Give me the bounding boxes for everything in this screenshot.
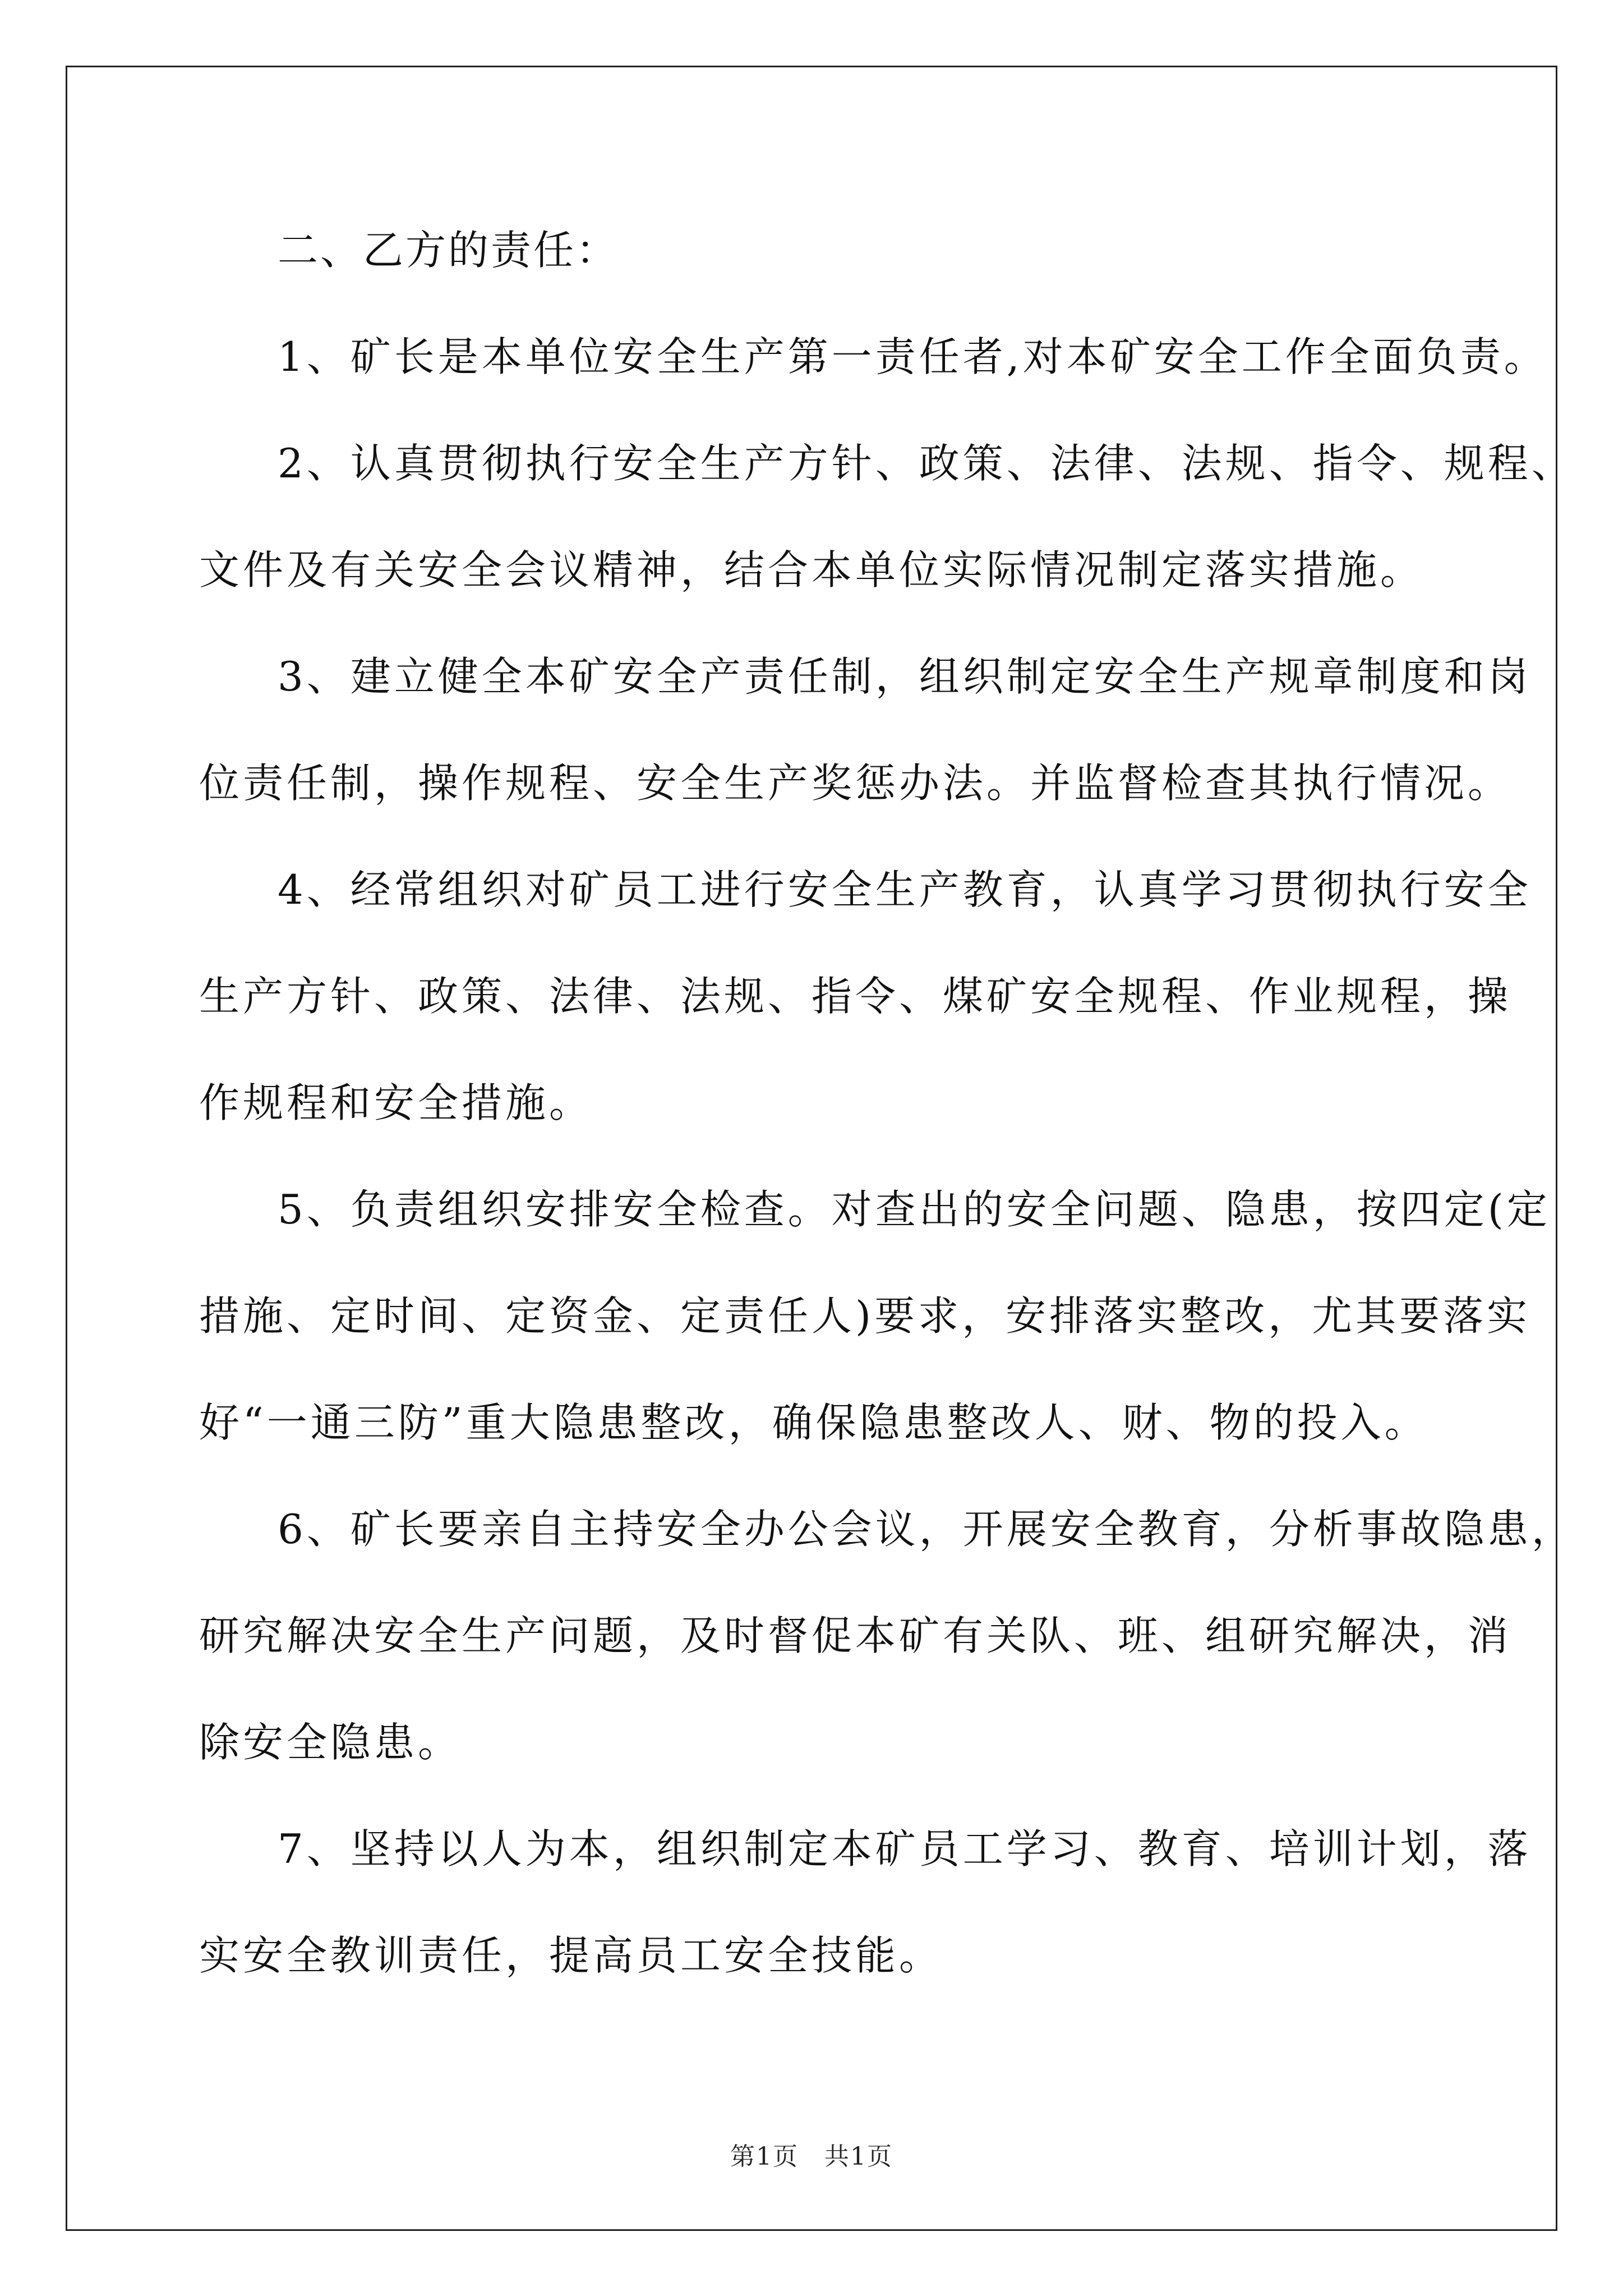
- paragraph-6-line-3: 除安全隐患。: [199, 1719, 462, 1766]
- paragraph-4-line-3: 作规程和安全措施。: [199, 1079, 593, 1126]
- paragraph-3-line-1: 3、建立健全本矿安全产责任制，组织制定安全生产规章制度和岗: [278, 653, 1532, 700]
- paragraph-2-line-1: 2、认真贯彻执行安全生产方针、政策、法律、法规、指令、规程、: [278, 440, 1575, 487]
- paragraph-5-line-2: 措施、定时间、定资金、定责任人)要求，安排落实整改，尤其要落实: [199, 1292, 1531, 1340]
- page-border: [66, 66, 1557, 2231]
- paragraph-3-line-2: 位责任制，操作规程、安全生产奖惩办法。并监督检查其执行情况。: [199, 760, 1512, 807]
- page-number-footer: 第1页 共1页: [730, 2142, 893, 2171]
- paragraph-4-line-1: 4、经常组织对矿员工进行安全生产教育，认真学习贯彻执行安全: [278, 866, 1532, 913]
- paragraph-5-line-3: 好“一通三防”重大隐患整改，确保隐患整改人、财、物的投入。: [199, 1399, 1428, 1446]
- paragraph-2-line-2: 文件及有关安全会议精神，结合本单位实际情况制定落实措施。: [199, 546, 1424, 593]
- paragraph-7-line-2: 实安全教训责任，提高员工安全技能。: [199, 1932, 943, 1979]
- paragraph-6-line-2: 研究解决安全生产问题，及时督促本矿有关队、班、组研究解决，消: [199, 1612, 1512, 1659]
- paragraph-5-line-1: 5、负责组织安排安全检查。对查出的安全问题、隐患，按四定(定: [278, 1186, 1551, 1233]
- paragraph-6-line-1: 6、矿长要亲自主持安全办公会议，开展安全教育，分析事故隐患，: [278, 1506, 1575, 1553]
- paragraph-4-line-2: 生产方针、政策、法律、法规、指令、煤矿安全规程、作业规程，操: [199, 973, 1512, 1020]
- section-heading: 二、乙方的责任：: [278, 227, 619, 274]
- paragraph-7-line-1: 7、坚持以人为本，组织制定本矿员工学习、教育、培训计划，落: [278, 1825, 1532, 1872]
- paragraph-1-line-1: 1、矿长是本单位安全生产第一责任者,对本矿安全工作全面负责。: [278, 333, 1548, 380]
